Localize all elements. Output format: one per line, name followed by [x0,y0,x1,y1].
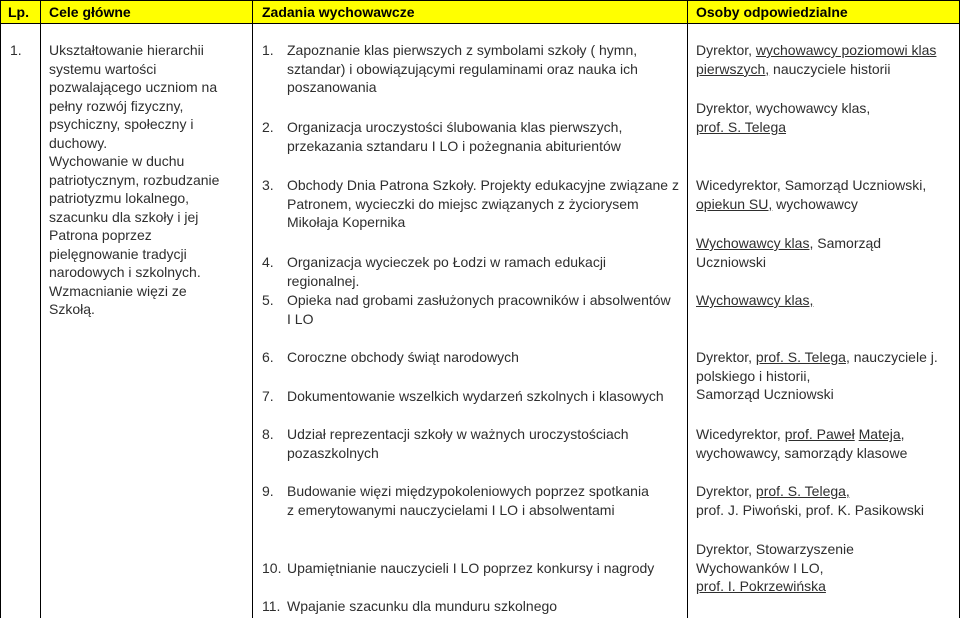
goal-line: Ukształtowanie hierarchii [49,42,204,58]
task-number: 2. [262,119,274,135]
task-number: 1. [262,42,274,58]
resp-text: Dyrektor, [696,349,756,365]
task-number: 7. [262,388,274,404]
responsible-4 [696,234,958,271]
resp-text: , [900,426,905,442]
task-line: regionalnej. [287,272,360,289]
column-divider-2 [252,0,253,618]
task-item [262,291,682,328]
responsible-10 [696,540,958,596]
responsible-1 [696,41,958,78]
resp-text-underlined: Wychowawcy klas [696,235,810,251]
task-item [262,597,682,616]
task-item [262,41,682,97]
task-item [262,176,682,232]
task-line: z emerytowanymi nauczycielami I LO i absolwentami [287,501,615,518]
resp-text-underlined: wychowawcy poziomowi klas [755,42,937,58]
resp-text: Wychowanków I LO, [696,559,824,576]
task-line: Organizacja uroczystości ślubowania klas pierwszych, [287,119,623,135]
resp-text: Dyrektor, wychowawcy klas, [696,100,871,116]
task-line: Udział reprezentacji szkoły w ważnych uroczystościach [287,426,629,442]
task-item [262,482,682,519]
goal-line: psychiczny, społeczny i [49,116,194,132]
table-border-top [0,0,960,1]
responsible-5 [696,291,958,310]
task-line: Mikołaja Kopernika [287,214,406,230]
responsible-3 [696,176,958,213]
resp-text: Wicedyrektor, Samorząd Uczniowski, [696,177,927,193]
goal-line: patriotyzmu lokalnego, [49,190,190,206]
goal-line: duchowy. [49,134,108,151]
task-line: przekazania sztandaru I LO i pożegnania abiturientów [287,137,621,154]
goal-line: pielęgnowanie tradycji [49,245,187,262]
header-goals: Cele główne [49,4,131,20]
task-number: 11. [262,598,281,614]
task-number: 8. [262,426,274,442]
table-border-left [0,0,1,618]
task-line: pozaszkolnych [287,444,379,461]
task-line: Coroczne obchody świąt narodowych [287,349,519,365]
task-line: Dokumentowanie wszelkich wydarzeń szkolnych i klasowych [287,388,664,404]
resp-text: Dyrektor, [696,42,756,58]
resp-text: wychowawcy, samorządy klasowe [696,444,908,461]
task-line: Obchody Dnia Patrona Szkoły. Projekty edukacyjne związane z [287,177,679,193]
resp-text: Dyrektor, [696,483,756,499]
task-line: Organizacja wycieczek po Łodzi w ramach edukacji [287,254,607,270]
resp-text: Samorząd Uczniowski [696,386,834,402]
resp-text-underlined: prof. S. Telega, [755,483,850,499]
resp-text-underlined: prof. Paweł [784,426,855,442]
task-item [262,118,682,155]
resp-text: nauczyciele historii [769,60,891,77]
task-line: Budowanie więzi międzypokoleniowych poprzez spotkania [287,483,649,499]
responsible-8 [696,425,958,462]
resp-text: Wicedyrektor, [696,426,785,442]
resp-text-underlined: pierwszych, [696,60,770,77]
goal-line: systemu wartości [49,60,157,77]
resp-text: Dyrektor, Stowarzyszenie [696,541,854,557]
task-line: poszanowania [287,79,377,95]
resp-text: Uczniowski [696,253,767,270]
task-line: Opieka nad grobami zasłużonych pracowników i absolwentów [287,292,671,308]
resp-text-underlined: opiekun SU, [696,195,773,212]
column-divider-3 [687,0,688,618]
task-item [262,348,682,367]
task-item [262,387,682,406]
task-item [262,253,682,290]
goal-line: Wzmacnianie więzi ze Szkołą. [49,282,187,317]
task-item [262,425,682,462]
goal-line: Patrona poprzez [49,227,152,243]
task-number: 4. [262,254,274,270]
resp-text-underlined: Wychowawcy klas, [696,292,814,308]
goal-line: pełny rozwój fizyczny, [49,97,184,114]
table-header [0,0,960,23]
header-lp: Lp. [8,4,29,20]
resp-text: polskiego i historii, [696,367,811,384]
main-goal-cell [49,41,234,319]
goal-line: Wychowanie w duchu [49,153,185,169]
responsible-2 [696,99,958,136]
column-divider-1 [40,0,41,618]
resp-text: prof. J. Piwoński, prof. K. Pasikowski [696,501,924,518]
task-line: I LO [287,310,314,327]
header-divider [0,23,960,24]
resp-text-underlined: Mateja [858,426,901,442]
task-number: 9. [262,483,274,499]
task-line: Patronem, wycieczki do miejsc związanych z życiorysem [287,195,639,212]
responsible-9 [696,482,958,519]
task-line: Zapoznanie klas pierwszych z symbolami szkoły ( hymn, [287,42,638,58]
header-tasks: Zadania wychowawcze [262,4,415,20]
responsible-6 [696,348,958,404]
goal-line: patriotycznym, rozbudzanie [49,171,220,188]
resp-text-underlined: prof. I. Pokrzewińska [696,578,826,594]
header-persons: Osoby odpowiedzialne [696,4,848,20]
task-number: 6. [262,349,274,365]
task-number: 3. [262,177,274,193]
resp-text: , Samorząd [809,235,882,251]
task-item [262,559,682,578]
goal-line: pozwalającego uczniom na [49,79,218,95]
goal-line: narodowych i szkolnych. [49,264,201,280]
task-line: sztandar) i obowiązującymi regulaminami oraz nauka ich [287,60,638,77]
task-number: 10. [262,560,282,576]
task-line: Upamiętnianie nauczycieli I LO poprzez konkursy i nagrody [287,560,655,576]
task-number: 5. [262,292,274,308]
goal-line: szacunku dla szkoły i jej [49,208,199,225]
resp-text: , nauczyciele j. [845,349,938,365]
resp-text: wychowawcy [772,195,858,212]
task-line: Wpajanie szacunku dla munduru szkolnego [287,598,558,614]
resp-text-underlined: prof. S. Telega [755,349,846,365]
resp-text-underlined: prof. S. Telega [696,118,787,135]
row-number: 1. [10,42,22,58]
